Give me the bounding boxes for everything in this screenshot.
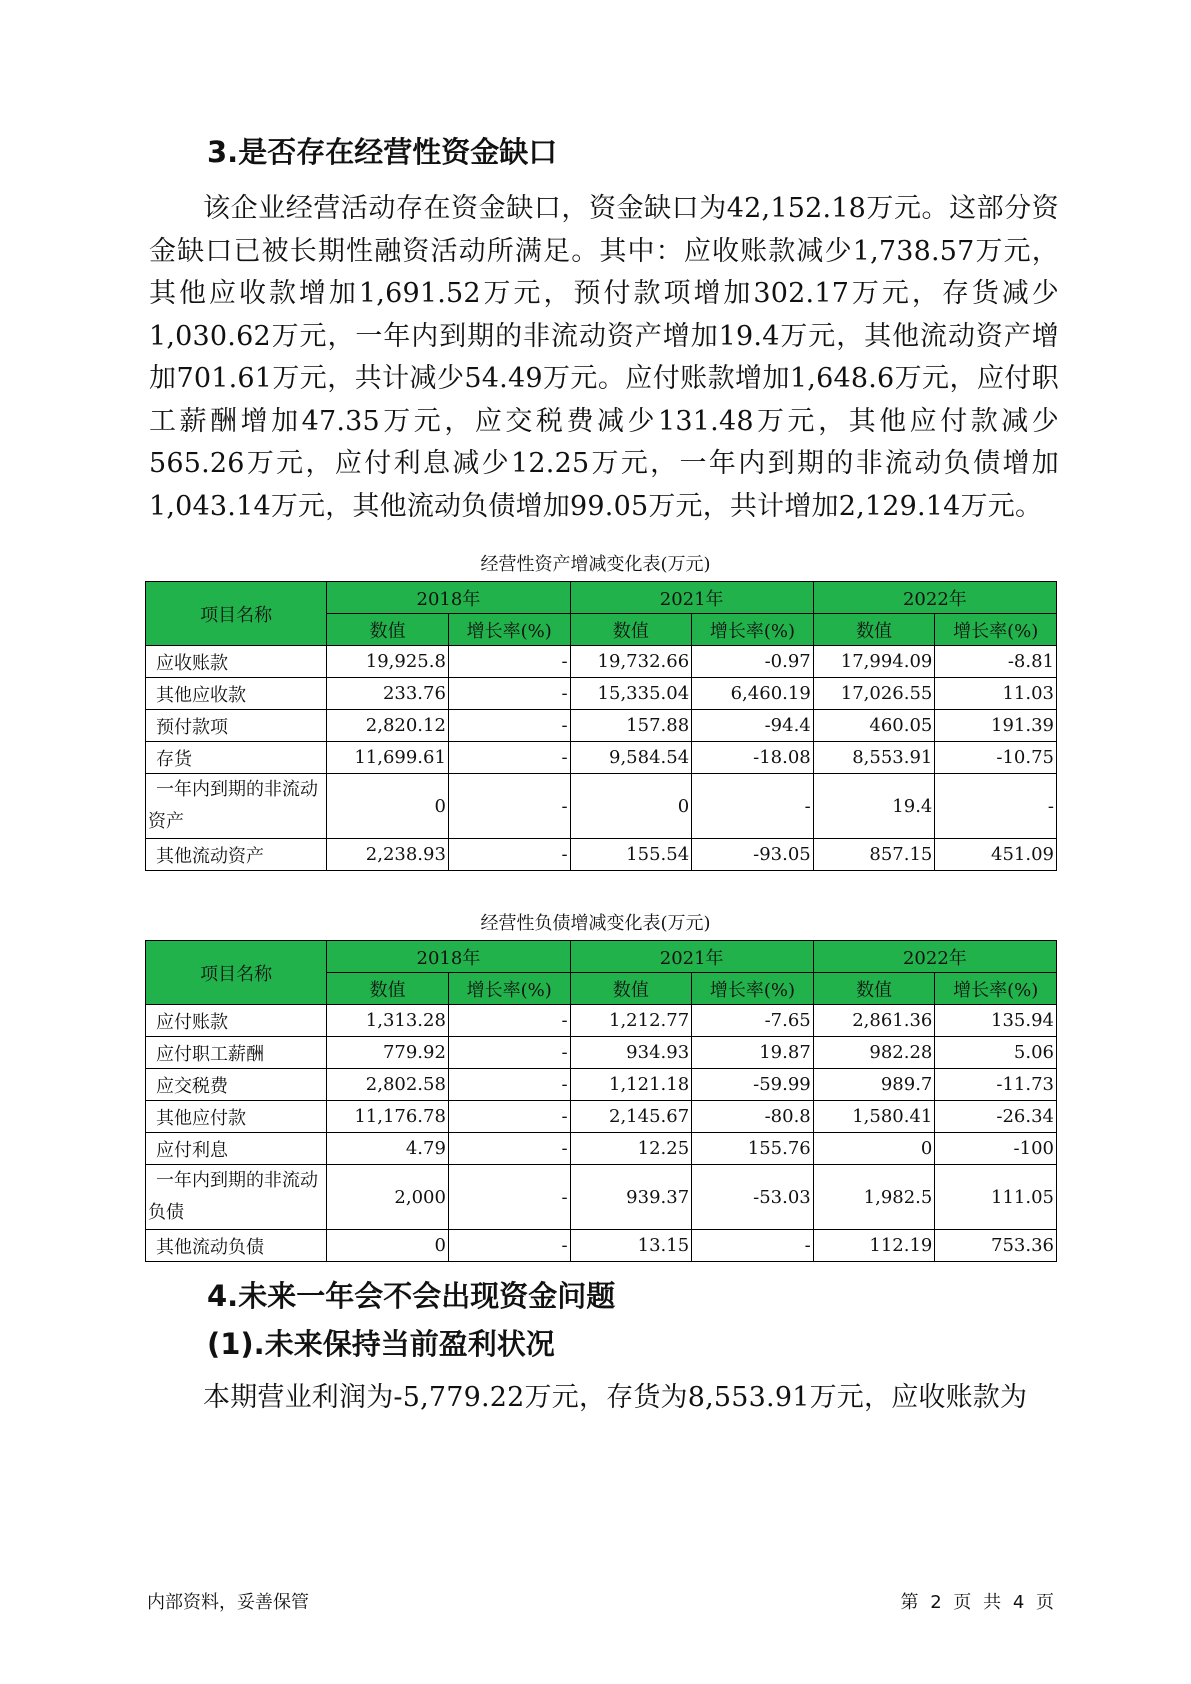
growth-header: 增长率(%) <box>692 973 814 1005</box>
value-cell: 934.93 <box>570 1037 692 1069</box>
value-cell: 15,335.04 <box>570 678 692 710</box>
growth-rate-cell: -100 <box>935 1133 1057 1165</box>
growth-rate-cell: - <box>448 1230 570 1262</box>
value-cell: 0 <box>327 774 449 839</box>
growth-rate-cell: - <box>448 678 570 710</box>
growth-rate-cell: 451.09 <box>935 839 1057 871</box>
value-cell: 19,732.66 <box>570 646 692 678</box>
growth-rate-cell: - <box>692 774 814 839</box>
growth-rate-cell: -59.99 <box>692 1069 814 1101</box>
value-cell: 13.15 <box>570 1230 692 1262</box>
growth-rate-cell: 155.76 <box>692 1133 814 1165</box>
table-row <box>146 839 1057 871</box>
value-cell: 1,313.28 <box>327 1005 449 1037</box>
section-3-paragraph: 该企业经营活动存在资金缺口，资金缺口为42,152.18万元。这部分资金缺口已被长期性融资活动所满足。其中：应收账款减少1,738.57万元，其他应收款增加1,691.52万元，预付款项增加302.17万元，存货减少1,030.62万元，一年内到期的非流动资产增加19.4万元，其他流动资产增加701.61万元，共计减少54.49万元。应付账款增加1,648.6万元，应付职工薪酬增加47.35万元，应交税费减少131.48万元，其他应付款减少565.26万元，应付利息减少12.25万元，一年内到期的非流动负债增加1,043.14万元，其他流动负债增加99.05万元，共计增加2,129.14万元。 <box>149 193 1059 522</box>
value-cell: 982.28 <box>813 1037 935 1069</box>
value-header: 数值 <box>327 614 449 646</box>
value-cell: 2,145.67 <box>570 1101 692 1133</box>
row-item-name: 其他流动负债 <box>146 1230 327 1262</box>
item-name-header: 项目名称 <box>146 582 327 646</box>
table-row <box>146 1069 1057 1101</box>
growth-rate-cell: - <box>935 774 1057 839</box>
growth-rate-cell: -10.75 <box>935 742 1057 774</box>
table-row <box>146 646 1057 678</box>
value-header: 数值 <box>813 973 935 1005</box>
value-cell: 4.79 <box>327 1133 449 1165</box>
value-header: 数值 <box>570 973 692 1005</box>
value-cell: 17,994.09 <box>813 646 935 678</box>
growth-rate-cell: 5.06 <box>935 1037 1057 1069</box>
table-row <box>146 710 1057 742</box>
value-header: 数值 <box>327 973 449 1005</box>
value-cell: 1,580.41 <box>813 1101 935 1133</box>
liability-change-table <box>145 940 1057 1262</box>
value-cell: 2,861.36 <box>813 1005 935 1037</box>
growth-rate-cell: -8.81 <box>935 646 1057 678</box>
value-cell: 857.15 <box>813 839 935 871</box>
row-item-name: 其他应付款 <box>146 1101 327 1133</box>
year-header: 2018年 <box>327 941 570 973</box>
growth-rate-cell: - <box>448 646 570 678</box>
value-cell: 19.4 <box>813 774 935 839</box>
growth-rate-cell: 191.39 <box>935 710 1057 742</box>
section-4-paragraph: 本期营业利润为-5,779.22万元，存货为8,553.91万元，应收账款为 <box>203 1382 1028 1413</box>
asset-table-caption: 经营性资产增减变化表(万元) <box>480 554 711 575</box>
growth-header: 增长率(%) <box>448 614 570 646</box>
table-row <box>146 1037 1057 1069</box>
table-row <box>146 1101 1057 1133</box>
year-header: 2021年 <box>570 941 813 973</box>
growth-rate-cell: - <box>448 774 570 839</box>
growth-rate-cell: - <box>448 1165 570 1230</box>
value-cell: 2,238.93 <box>327 839 449 871</box>
asset-table-body <box>146 646 1057 871</box>
table-row <box>146 742 1057 774</box>
table-row <box>146 1133 1057 1165</box>
section-4-subheading: (1).未来保持当前盈利状况 <box>207 1327 555 1361</box>
row-item-name: 其他应收款 <box>146 678 327 710</box>
table-row <box>146 678 1057 710</box>
growth-rate-cell: 753.36 <box>935 1230 1057 1262</box>
growth-rate-cell: -80.8 <box>692 1101 814 1133</box>
row-item-name: 其他流动资产 <box>146 839 327 871</box>
item-name-header: 项目名称 <box>146 941 327 1005</box>
value-cell: 11,176.78 <box>327 1101 449 1133</box>
growth-rate-cell: - <box>448 1069 570 1101</box>
growth-rate-cell: - <box>448 742 570 774</box>
growth-rate-cell: -26.34 <box>935 1101 1057 1133</box>
value-cell: 0 <box>570 774 692 839</box>
value-cell: 155.54 <box>570 839 692 871</box>
asset-change-table <box>145 581 1057 871</box>
growth-rate-cell: -0.97 <box>692 646 814 678</box>
value-cell: 112.19 <box>813 1230 935 1262</box>
section-4-heading: 4.未来一年会不会出现资金问题 <box>207 1279 616 1313</box>
growth-rate-cell: -93.05 <box>692 839 814 871</box>
growth-rate-cell: - <box>448 1101 570 1133</box>
growth-rate-cell: -7.65 <box>692 1005 814 1037</box>
value-cell: 2,802.58 <box>327 1069 449 1101</box>
row-item-name: 应付职工薪酬 <box>146 1037 327 1069</box>
year-header: 2022年 <box>813 582 1056 614</box>
growth-header: 增长率(%) <box>935 973 1057 1005</box>
growth-rate-cell: 111.05 <box>935 1165 1057 1230</box>
value-cell: 0 <box>813 1133 935 1165</box>
growth-rate-cell: -94.4 <box>692 710 814 742</box>
year-header: 2018年 <box>327 582 570 614</box>
table-row <box>146 1230 1057 1262</box>
row-item-name: 一年内到期的非流动资产 <box>146 774 327 839</box>
value-cell: 939.37 <box>570 1165 692 1230</box>
growth-rate-cell: - <box>448 1005 570 1037</box>
growth-rate-cell: - <box>692 1230 814 1262</box>
growth-rate-cell: 19.87 <box>692 1037 814 1069</box>
footer-confidential-note: 内部资料，妥善保管 <box>147 1592 309 1613</box>
liability-table-body <box>146 1005 1057 1262</box>
row-item-name: 应交税费 <box>146 1069 327 1101</box>
value-cell: 12.25 <box>570 1133 692 1165</box>
table-row <box>146 774 1057 839</box>
value-cell: 2,000 <box>327 1165 449 1230</box>
value-cell: 233.76 <box>327 678 449 710</box>
value-cell: 157.88 <box>570 710 692 742</box>
row-item-name: 预付款项 <box>146 710 327 742</box>
value-cell: 1,982.5 <box>813 1165 935 1230</box>
growth-rate-cell: -11.73 <box>935 1069 1057 1101</box>
value-cell: 0 <box>327 1230 449 1262</box>
footer-page-number: 第 2 页 共 4 页 <box>900 1592 1054 1613</box>
value-cell: 9,584.54 <box>570 742 692 774</box>
growth-rate-cell: -18.08 <box>692 742 814 774</box>
liability-table-caption: 经营性负债增减变化表(万元) <box>480 913 711 934</box>
value-cell: 989.7 <box>813 1069 935 1101</box>
value-cell: 1,121.18 <box>570 1069 692 1101</box>
growth-rate-cell: -53.03 <box>692 1165 814 1230</box>
growth-rate-cell: 11.03 <box>935 678 1057 710</box>
value-cell: 17,026.55 <box>813 678 935 710</box>
value-cell: 2,820.12 <box>327 710 449 742</box>
row-item-name: 应付账款 <box>146 1005 327 1037</box>
table-row <box>146 1005 1057 1037</box>
growth-header: 增长率(%) <box>935 614 1057 646</box>
growth-header: 增长率(%) <box>448 973 570 1005</box>
row-item-name: 应付利息 <box>146 1133 327 1165</box>
growth-rate-cell: - <box>448 1133 570 1165</box>
growth-rate-cell: 6,460.19 <box>692 678 814 710</box>
year-header: 2022年 <box>813 941 1056 973</box>
section-3-heading: 3.是否存在经营性资金缺口 <box>207 135 558 169</box>
value-cell: 8,553.91 <box>813 742 935 774</box>
growth-rate-cell: - <box>448 839 570 871</box>
value-cell: 779.92 <box>327 1037 449 1069</box>
value-header: 数值 <box>813 614 935 646</box>
value-header: 数值 <box>570 614 692 646</box>
growth-rate-cell: - <box>448 1037 570 1069</box>
row-item-name: 存货 <box>146 742 327 774</box>
value-cell: 19,925.8 <box>327 646 449 678</box>
row-item-name: 应收账款 <box>146 646 327 678</box>
growth-rate-cell: - <box>448 710 570 742</box>
row-item-name: 一年内到期的非流动负债 <box>146 1165 327 1230</box>
year-header: 2021年 <box>570 582 813 614</box>
value-cell: 11,699.61 <box>327 742 449 774</box>
value-cell: 460.05 <box>813 710 935 742</box>
table-row <box>146 1165 1057 1230</box>
growth-rate-cell: 135.94 <box>935 1005 1057 1037</box>
value-cell: 1,212.77 <box>570 1005 692 1037</box>
growth-header: 增长率(%) <box>692 614 814 646</box>
